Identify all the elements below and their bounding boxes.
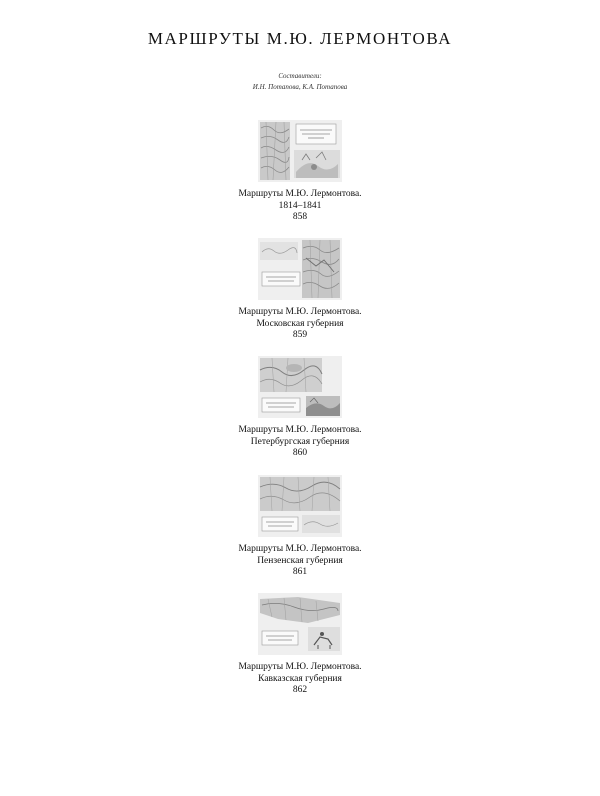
caption-subtitle: Пензенская губерния [257, 555, 343, 566]
map-caption [0, 425, 600, 460]
page-number: 861 [292, 567, 308, 577]
caption-title: Маршруты М.Ю. Лермонтова. [238, 662, 362, 672]
caption-subtitle: Кавказская губерния [258, 673, 342, 684]
map-thumbnail[interactable] [258, 238, 342, 300]
map-caption [0, 189, 600, 224]
caption-title: Маршруты М.Ю. Лермонтова. [238, 425, 362, 435]
map-entry-penza[interactable] [0, 475, 600, 579]
compilers-label: Составители: [278, 72, 322, 80]
map-caption [0, 662, 600, 697]
map-entry-1814-1841[interactable] [0, 120, 600, 224]
page-number: 858 [292, 212, 308, 222]
map-thumbnail[interactable] [258, 120, 342, 182]
map-entry-moscow[interactable] [0, 238, 600, 342]
map-thumbnail[interactable] [258, 356, 342, 418]
caption-subtitle: 1814–1841 [278, 200, 322, 211]
map-entry-caucasus[interactable] [0, 593, 600, 697]
caption-subtitle: Петербургская губерния [250, 436, 350, 447]
caption-subtitle: Московская губерния [256, 318, 344, 329]
page-number: 862 [292, 685, 308, 695]
page-number: 859 [292, 330, 308, 340]
page-number: 860 [292, 448, 308, 458]
caption-title: Маршруты М.Ю. Лермонтова. [238, 544, 362, 554]
map-caption [0, 544, 600, 579]
caption-title: Маршруты М.Ю. Лермонтова. [238, 189, 362, 199]
caption-title: Маршруты М.Ю. Лермонтова. [238, 307, 362, 317]
map-entry-petersburg[interactable] [0, 356, 600, 460]
map-caption [0, 307, 600, 342]
compilers-names: И.Н. Потапова, К.А. Потапова [252, 83, 348, 91]
page-title: МАРШРУТЫ М.Ю. ЛЕРМОНТОВА [147, 29, 453, 48]
map-thumbnail[interactable] [258, 593, 342, 655]
map-thumbnail[interactable] [258, 475, 342, 537]
compilers-block [0, 71, 600, 93]
